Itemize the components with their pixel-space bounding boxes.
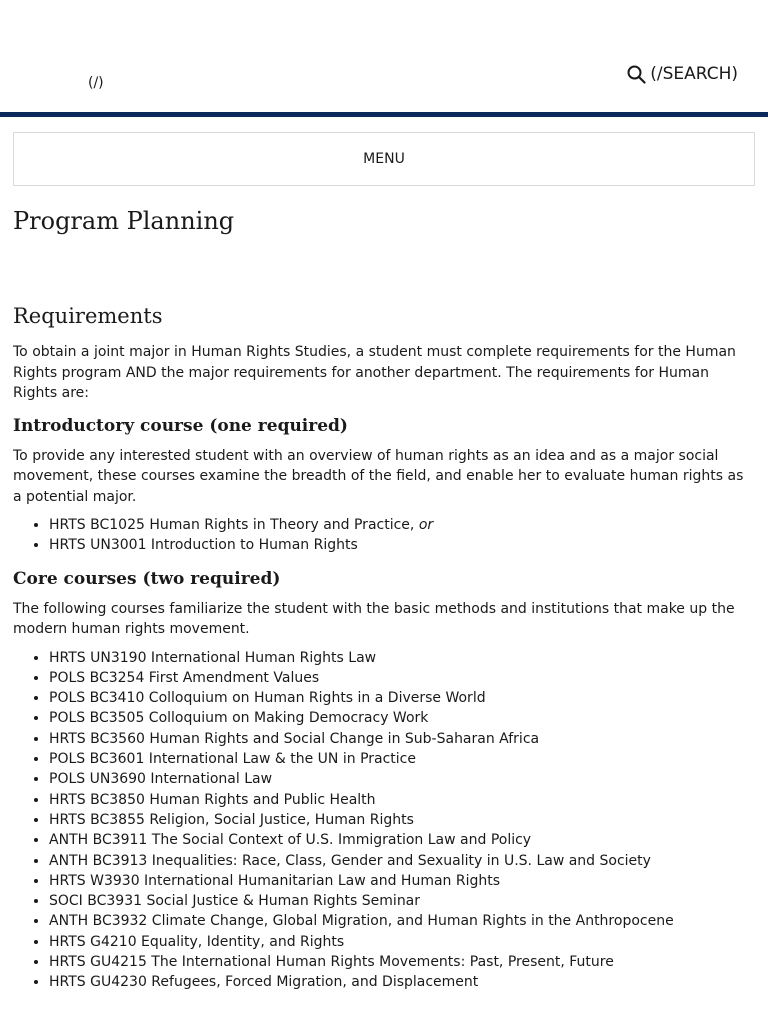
list-item: • POLS UN3690 International Law [49,769,755,789]
site-header [0,0,768,117]
list-item: • POLS BC3601 International Law & the UN in Practice [49,749,755,769]
list-item [49,535,755,555]
menu-label: MENU [363,151,405,167]
list-item: • HRTS BC3560 Human Rights and Social Change in Sub-Saharan Africa [49,729,755,749]
core-description: The following courses familiarize the student with the basic methods and institutions that make up the modern human rights movement. [13,600,735,638]
list-item: • POLS BC3254 First Amendment Values [49,668,755,688]
list-item [49,515,755,535]
list-item: • HRTS GU4215 The International Human Rights Movements: Past, Present, Future [49,952,755,972]
list-item: • HRTS G4210 Equality, Identity, and Rights [49,932,755,952]
page-title: Program Planning [13,207,235,235]
list-item: • HRTS BC3850 Human Rights and Public Health [49,790,755,810]
list-item: • HRTS UN3190 International Human Rights Law [49,648,755,668]
course-text: HRTS BC1025 Human Rights in Theory and Practice, [49,517,415,533]
menu-button[interactable] [13,132,755,186]
core-heading: Core courses (two required) [13,568,281,589]
list-item: • SOCI BC3931 Social Justice & Human Rights Seminar [49,891,755,911]
list-item: • HRTS GU4230 Refugees, Forced Migration, and Displacement [49,972,755,992]
introductory-heading: Introductory course (one required) [13,415,348,436]
list-item: • POLS BC3410 Colloquium on Human Rights in a Diverse World [49,688,755,708]
introductory-course-list [13,515,755,556]
requirements-intro: To obtain a joint major in Human Rights Studies, a student must complete requirements for the Human Rights program AND the major requirements for another department. The requirements for Human Rights are: [13,344,736,401]
search-button[interactable] [627,64,738,84]
main-content [0,207,768,993]
search-label: (/SEARCH) [650,64,738,84]
introductory-description: To provide any interested student with an overview of human rights as an idea and as a major social movement, these courses examine the breadth of the field, and enable her to evaluate human rights as a potential major. [13,447,744,505]
search-icon [627,65,646,84]
list-item: • HRTS W3930 International Humanitarian Law and Human Rights [49,871,755,891]
course-text: HRTS UN3001 Introduction to Human Rights [49,537,358,554]
list-item: • HRTS BC3855 Religion, Social Justice, Human Rights [49,810,755,830]
list-item: • POLS BC3505 Colloquium on Making Democracy Work [49,708,755,728]
list-item: • ANTH BC3913 Inequalities: Race, Class, Gender and Sexuality in U.S. Law and Society [49,851,755,871]
requirements-heading: Requirements [13,304,163,328]
core-course-list [13,648,755,993]
list-item: • ANTH BC3932 Climate Change, Global Migration, and Human Rights in the Anthropocene [49,911,755,931]
course-conjunction: or [418,517,434,533]
list-item: • ANTH BC3911 The Social Context of U.S. Immigration Law and Policy [49,830,755,850]
home-link[interactable]: (/) [88,75,104,91]
